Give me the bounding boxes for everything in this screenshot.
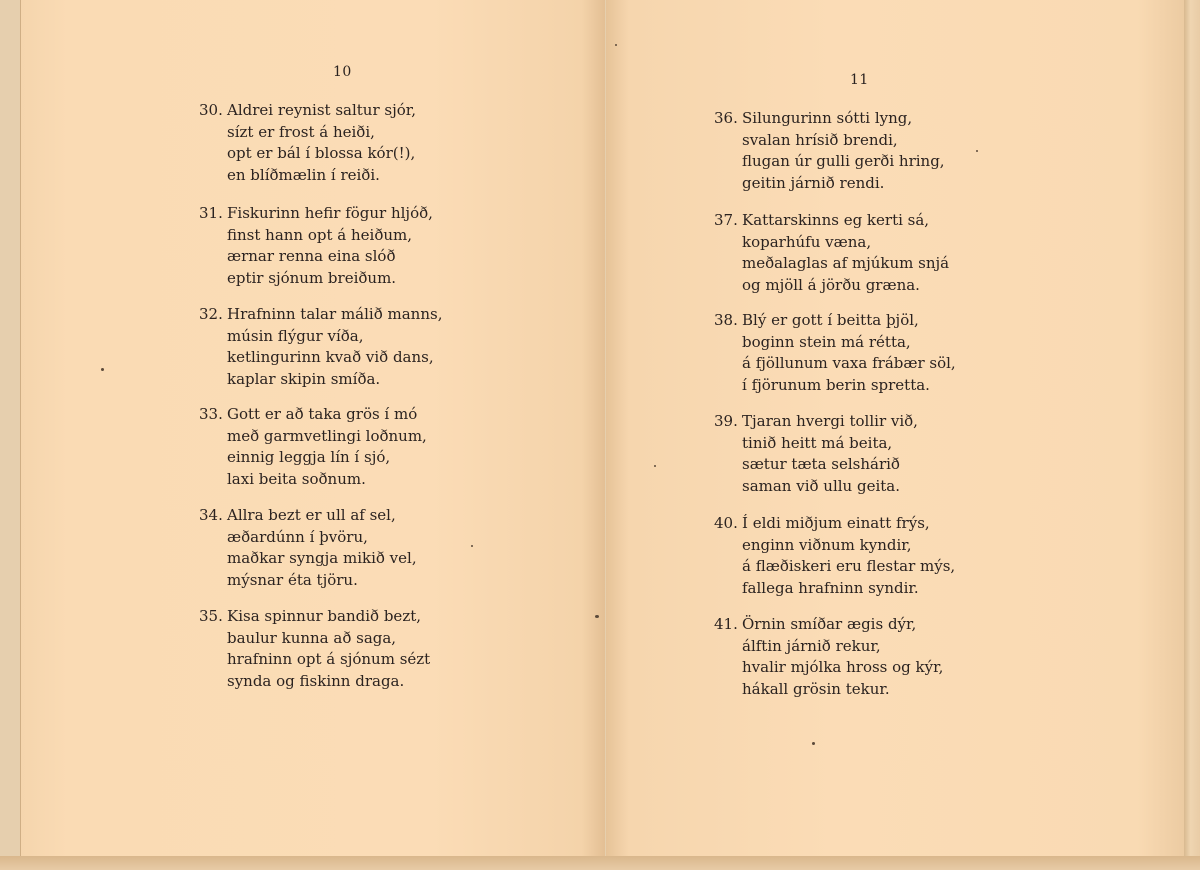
verse-line: Hrafninn talar málið manns,	[227, 305, 443, 323]
verse-line: ketlingurinn kvað við dans,	[227, 348, 434, 366]
stanza-41	[714, 614, 943, 700]
verse-line: saman við ullu geita.	[742, 476, 901, 495]
verse-line: Kisa spinnur bandið bezt,	[227, 607, 422, 625]
verse-line: Örnin smíðar ægis dýr,	[742, 615, 917, 633]
verse-line: á fjöllunum vaxa frábær söl,	[742, 354, 956, 372]
verse-line: músin flýgur víða,	[227, 326, 364, 345]
verse-line: maðkar syngja mikið vel,	[227, 549, 417, 567]
verse-line: opt er bál í blossa kór(!),	[227, 144, 416, 162]
stanza-40	[714, 513, 955, 599]
verse-line: álftin járnið rekur,	[742, 636, 881, 655]
verse-line: flugan úr gulli gerði hring,	[742, 152, 945, 170]
verse-line: en blíðmælin í reiði.	[227, 165, 380, 184]
stanza-35	[199, 606, 430, 692]
verse-line: mýsnar éta tjöru.	[227, 570, 358, 589]
book-bottom-edge	[0, 856, 1200, 870]
verse-line: koparhúfu væna,	[742, 232, 872, 251]
paper-speck	[654, 465, 656, 467]
paper-speck	[812, 742, 815, 745]
verse-line: tinið heitt má beita,	[742, 433, 893, 452]
stanza-31	[199, 203, 433, 289]
verse-line: Í eldi miðjum einatt frýs,	[742, 514, 930, 532]
verse-line: á flæðiskeri eru flestar mýs,	[742, 557, 956, 575]
stanza-38	[714, 310, 956, 396]
verse-line: hrafninn opt á sjónum sézt	[227, 650, 431, 668]
verse-line: Aldrei reynist saltur sjór,	[227, 101, 417, 119]
stanza-30	[199, 100, 416, 186]
verse-line: fallega hrafninn syndir.	[742, 578, 919, 597]
paper-speck	[471, 545, 473, 547]
verse-line: í fjörunum berin spretta.	[742, 375, 930, 394]
verse-line: Kattarskinns eg kerti sá,	[742, 211, 930, 229]
verse-line: æðardúnn í þvöru,	[227, 527, 368, 546]
verse-line: geitin járnið rendi.	[742, 173, 885, 192]
stanza-34	[199, 505, 417, 591]
verse-line: svalan hrísið brendi,	[742, 130, 898, 149]
verse-line: enginn viðnum kyndir,	[742, 535, 912, 554]
verse-line: ærnar renna eina slóð	[227, 247, 396, 265]
verse-line: Blý er gott í beitta þjöl,	[742, 311, 919, 329]
stanza-number: 31.	[199, 204, 223, 222]
verse-line: boginn stein má rétta,	[742, 332, 911, 351]
verse-line: Gott er að taka grös í mó	[227, 405, 418, 423]
right-page	[606, 0, 1185, 860]
verse-line: Allra bezt er ull af sel,	[227, 506, 396, 524]
verse-line: hákall grösin tekur.	[742, 679, 890, 698]
paper-speck	[101, 368, 104, 371]
page-number: 11	[850, 72, 869, 88]
verse-line: laxi beita soðnum.	[227, 469, 366, 488]
verse-line: Fiskurinn hefir fögur hljóð,	[227, 204, 433, 222]
stanza-number: 41.	[714, 615, 738, 633]
stanza-number: 38.	[714, 311, 738, 329]
verse-line: finst hann opt á heiðum,	[227, 225, 413, 244]
verse-line: sízt er frost á heiði,	[227, 122, 375, 141]
stanza-number: 30.	[199, 101, 223, 119]
left-page	[20, 0, 605, 860]
stanza-number: 39.	[714, 412, 738, 430]
stanza-number: 40.	[714, 514, 738, 532]
stanza-36	[714, 108, 945, 194]
page-stack-edge	[1184, 0, 1200, 870]
verse-line: sætur tæta selshárið	[742, 455, 900, 473]
stanza-37	[714, 210, 949, 296]
stanza-39	[714, 411, 918, 497]
stanza-32	[199, 304, 442, 390]
stanza-number: 36.	[714, 109, 738, 127]
paper-speck	[615, 44, 617, 46]
verse-line: synda og fiskinn draga.	[227, 671, 405, 690]
stanza-33	[199, 404, 427, 490]
verse-line: meðalaglas af mjúkum snjá	[742, 254, 950, 272]
stanza-number: 37.	[714, 211, 738, 229]
verse-line: Silungurinn sótti lyng,	[742, 109, 913, 127]
page-number: 10	[333, 64, 352, 80]
paper-speck	[595, 615, 599, 618]
stanza-number: 32.	[199, 305, 223, 323]
paper-speck	[976, 150, 978, 152]
verse-line: hvalir mjólka hross og kýr,	[742, 658, 944, 676]
verse-line: kaplar skipin smíða.	[227, 369, 381, 388]
stanza-number: 35.	[199, 607, 223, 625]
verse-line: baulur kunna að saga,	[227, 628, 397, 647]
stanza-number: 34.	[199, 506, 223, 524]
verse-line: með garmvetlingi loðnum,	[227, 426, 427, 445]
verse-line: Tjaran hvergi tollir við,	[742, 412, 918, 430]
verse-line: eptir sjónum breiðum.	[227, 268, 397, 287]
verse-line: og mjöll á jörðu græna.	[742, 275, 920, 294]
verse-line: einnig leggja lín í sjó,	[227, 448, 391, 466]
stanza-number: 33.	[199, 405, 223, 423]
